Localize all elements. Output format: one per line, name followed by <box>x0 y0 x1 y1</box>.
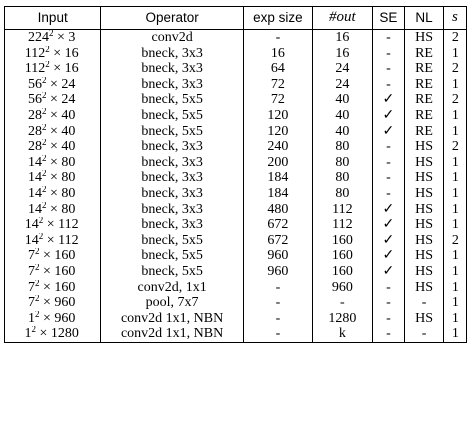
cell-input <box>5 92 101 108</box>
input-base: 7 <box>27 279 35 295</box>
table-row <box>5 124 467 140</box>
input-base: 1 <box>27 310 35 326</box>
cell-input <box>5 217 101 233</box>
cell-s: 1 <box>443 202 466 218</box>
cell-input <box>5 280 101 296</box>
cell-operator: bneck, 3x3 <box>101 202 243 218</box>
cell-input <box>5 186 101 202</box>
table-row <box>5 326 467 342</box>
input-base: 7 <box>27 263 35 279</box>
table-row <box>5 77 467 93</box>
input-rest: × 16 <box>49 61 79 77</box>
input-base: 56 <box>27 76 42 92</box>
input-exponent: 2 <box>41 123 47 132</box>
cell-input <box>5 61 101 77</box>
input-exponent: 2 <box>41 76 47 85</box>
cell-se: ✓ <box>372 217 404 233</box>
input-rest: × 16 <box>49 45 79 61</box>
cell-exp-size: 672 <box>243 217 312 233</box>
input-rest: × 80 <box>46 201 76 217</box>
input-rest: × 80 <box>46 170 76 186</box>
input-base: 7 <box>27 295 35 311</box>
cell-nl: HS <box>405 233 444 249</box>
cell-input <box>5 233 101 249</box>
table-row <box>5 264 467 280</box>
input-rest: × 160 <box>39 248 76 264</box>
input-base: 28 <box>27 107 42 123</box>
input-exponent: 2 <box>41 170 47 179</box>
cell-nl: HS <box>405 202 444 218</box>
cell-s: 1 <box>443 311 466 327</box>
cell-se: ✓ <box>372 124 404 140</box>
cell-exp-size: 200 <box>243 155 312 171</box>
input-exponent: 2 <box>48 29 54 38</box>
cell-nl: HS <box>405 155 444 171</box>
input-exponent: 2 <box>34 295 40 304</box>
cell-exp-size: - <box>243 280 312 296</box>
cell-operator: bneck, 5x5 <box>101 108 243 124</box>
input-rest: × 80 <box>46 154 76 170</box>
cell-se: - <box>372 170 404 186</box>
cell-nl: HS <box>405 30 444 46</box>
input-base: 14 <box>27 185 42 201</box>
cell-out: 40 <box>312 124 372 140</box>
cell-nl: HS <box>405 170 444 186</box>
cell-se: ✓ <box>372 248 404 264</box>
cell-s: 1 <box>443 217 466 233</box>
cell-nl: HS <box>405 264 444 280</box>
cell-input <box>5 202 101 218</box>
cell-se: - <box>372 295 404 311</box>
cell-se: - <box>372 155 404 171</box>
cell-out: 160 <box>312 248 372 264</box>
input-rest: × 160 <box>39 279 76 295</box>
cell-input <box>5 108 101 124</box>
cell-s: 2 <box>443 233 466 249</box>
architecture-table <box>4 6 467 343</box>
cell-input <box>5 295 101 311</box>
cell-se: ✓ <box>372 202 404 218</box>
cell-operator: bneck, 3x3 <box>101 61 243 77</box>
cell-exp-size: 960 <box>243 264 312 280</box>
input-exponent: 2 <box>34 263 40 272</box>
cell-se: - <box>372 30 404 46</box>
cell-operator: bneck, 3x3 <box>101 46 243 62</box>
cell-s: 1 <box>443 155 466 171</box>
cell-se: ✓ <box>372 92 404 108</box>
cell-operator: bneck, 5x5 <box>101 248 243 264</box>
cell-se: - <box>372 139 404 155</box>
cell-s: 1 <box>443 170 466 186</box>
cell-nl: RE <box>405 124 444 140</box>
cell-nl: - <box>405 295 444 311</box>
input-rest: × 40 <box>46 139 76 155</box>
table-row <box>5 248 467 264</box>
cell-se: ✓ <box>372 264 404 280</box>
cell-exp-size: 672 <box>243 233 312 249</box>
cell-out: 1280 <box>312 311 372 327</box>
cell-operator: conv2d 1x1, NBN <box>101 311 243 327</box>
table-row <box>5 295 467 311</box>
input-exponent: 2 <box>45 45 50 54</box>
cell-out: 16 <box>312 46 372 62</box>
cell-nl: RE <box>405 108 444 124</box>
cell-exp-size: 120 <box>243 108 312 124</box>
header-input: Input <box>5 7 101 30</box>
table-row <box>5 311 467 327</box>
input-exponent: 2 <box>34 279 40 288</box>
input-rest: × 112 <box>43 232 79 248</box>
cell-input <box>5 264 101 280</box>
cell-s: 1 <box>443 77 466 93</box>
cell-se: - <box>372 61 404 77</box>
cell-s: 2 <box>443 92 466 108</box>
cell-input <box>5 326 101 342</box>
header-nl: NL <box>405 7 444 30</box>
cell-operator: conv2d <box>101 30 243 46</box>
cell-operator: bneck, 3x3 <box>101 77 243 93</box>
cell-operator: bneck, 3x3 <box>101 186 243 202</box>
input-exponent: 2 <box>41 185 47 194</box>
cell-exp-size: 72 <box>243 92 312 108</box>
table-row <box>5 233 467 249</box>
cell-exp-size: - <box>243 30 312 46</box>
input-rest: × 3 <box>53 30 76 45</box>
header-out: #out <box>312 7 372 30</box>
input-base: 224 <box>27 30 49 45</box>
cell-exp-size: 120 <box>243 124 312 140</box>
cell-nl: HS <box>405 186 444 202</box>
input-base: 14 <box>27 201 42 217</box>
table-row <box>5 170 467 186</box>
input-rest: × 112 <box>43 217 79 233</box>
cell-s: 1 <box>443 108 466 124</box>
input-rest: × 40 <box>46 107 76 123</box>
cell-input <box>5 46 101 62</box>
cell-out: 40 <box>312 92 372 108</box>
cell-out: 112 <box>312 202 372 218</box>
input-rest: × 80 <box>46 185 76 201</box>
cell-input <box>5 155 101 171</box>
header-row <box>5 7 467 30</box>
input-base: 112 <box>24 45 46 61</box>
cell-nl: RE <box>405 92 444 108</box>
cell-operator: bneck, 3x3 <box>101 170 243 186</box>
table-row <box>5 92 467 108</box>
input-rest: × 160 <box>39 263 76 279</box>
cell-s: 2 <box>443 30 466 46</box>
cell-s: 2 <box>443 139 466 155</box>
input-base: 14 <box>24 232 39 248</box>
cell-exp-size: 64 <box>243 61 312 77</box>
table-row <box>5 108 467 124</box>
cell-exp-size: 184 <box>243 186 312 202</box>
cell-operator: bneck, 5x5 <box>101 233 243 249</box>
header-operator: Operator <box>101 7 243 30</box>
input-exponent: 2 <box>31 326 36 335</box>
cell-out: 40 <box>312 108 372 124</box>
input-rest: × 960 <box>39 295 76 311</box>
cell-nl: - <box>405 326 444 342</box>
cell-exp-size: - <box>243 311 312 327</box>
input-base: 7 <box>27 248 35 264</box>
input-rest: × 1280 <box>35 326 79 342</box>
cell-operator: pool, 7x7 <box>101 295 243 311</box>
cell-se: - <box>372 186 404 202</box>
cell-nl: RE <box>405 46 444 62</box>
cell-out: 16 <box>312 30 372 46</box>
cell-exp-size: 16 <box>243 46 312 62</box>
table-body <box>5 30 467 343</box>
cell-se: - <box>372 280 404 296</box>
cell-se: - <box>372 326 404 342</box>
cell-se: - <box>372 46 404 62</box>
cell-input <box>5 139 101 155</box>
cell-exp-size: 240 <box>243 139 312 155</box>
cell-exp-size: - <box>243 326 312 342</box>
input-rest: × 24 <box>46 92 76 108</box>
cell-s: 1 <box>443 295 466 311</box>
cell-s: 1 <box>443 186 466 202</box>
cell-out: k <box>312 326 372 342</box>
cell-nl: RE <box>405 77 444 93</box>
cell-nl: HS <box>405 139 444 155</box>
input-base: 14 <box>27 170 42 186</box>
cell-operator: bneck, 3x3 <box>101 217 243 233</box>
cell-se: - <box>372 311 404 327</box>
cell-se: - <box>372 77 404 93</box>
cell-se: ✓ <box>372 108 404 124</box>
cell-operator: bneck, 5x5 <box>101 124 243 140</box>
cell-out: 160 <box>312 264 372 280</box>
input-base: 14 <box>27 154 42 170</box>
input-exponent: 2 <box>38 217 44 226</box>
cell-out: 24 <box>312 77 372 93</box>
cell-input <box>5 170 101 186</box>
cell-operator: bneck, 3x3 <box>101 155 243 171</box>
table-row <box>5 155 467 171</box>
input-base: 14 <box>24 217 39 233</box>
input-rest: × 24 <box>46 76 76 92</box>
cell-operator: bneck, 3x3 <box>101 139 243 155</box>
cell-s: 1 <box>443 248 466 264</box>
cell-s: 2 <box>443 61 466 77</box>
input-base: 56 <box>27 92 42 108</box>
input-exponent: 2 <box>41 139 47 148</box>
table-row <box>5 186 467 202</box>
table-row <box>5 30 467 46</box>
input-exponent: 2 <box>41 92 47 101</box>
architecture-table-container <box>4 6 467 343</box>
cell-nl: HS <box>405 280 444 296</box>
cell-nl: HS <box>405 217 444 233</box>
cell-s: 1 <box>443 264 466 280</box>
cell-s: 1 <box>443 280 466 296</box>
cell-input <box>5 248 101 264</box>
cell-operator: conv2d, 1x1 <box>101 280 243 296</box>
cell-exp-size: - <box>243 295 312 311</box>
input-base: 112 <box>24 61 46 77</box>
cell-s: 1 <box>443 326 466 342</box>
cell-input <box>5 311 101 327</box>
input-rest: × 40 <box>46 123 76 139</box>
table-row <box>5 61 467 77</box>
cell-out: 80 <box>312 139 372 155</box>
cell-out: - <box>312 295 372 311</box>
cell-out: 24 <box>312 61 372 77</box>
cell-s: 1 <box>443 124 466 140</box>
cell-out: 80 <box>312 155 372 171</box>
cell-se: ✓ <box>372 233 404 249</box>
cell-s: 1 <box>443 46 466 62</box>
cell-operator: conv2d 1x1, NBN <box>101 326 243 342</box>
cell-operator: bneck, 5x5 <box>101 92 243 108</box>
input-exponent: 2 <box>41 201 47 210</box>
cell-nl: HS <box>405 311 444 327</box>
input-exponent: 2 <box>38 232 44 241</box>
cell-out: 112 <box>312 217 372 233</box>
input-exponent: 2 <box>41 154 47 163</box>
table-row <box>5 139 467 155</box>
cell-out: 80 <box>312 170 372 186</box>
input-base: 1 <box>24 326 32 342</box>
input-base: 28 <box>27 139 42 155</box>
cell-nl: RE <box>405 61 444 77</box>
input-exponent: 2 <box>45 61 50 70</box>
header-se: SE <box>372 7 404 30</box>
table-row <box>5 280 467 296</box>
cell-input <box>5 124 101 140</box>
cell-exp-size: 72 <box>243 77 312 93</box>
input-base: 28 <box>27 123 42 139</box>
cell-out: 160 <box>312 233 372 249</box>
header-exp-size: exp size <box>243 7 312 30</box>
header-s: s <box>443 7 466 30</box>
input-exponent: 2 <box>41 107 47 116</box>
cell-out: 960 <box>312 280 372 296</box>
cell-exp-size: 184 <box>243 170 312 186</box>
cell-input <box>5 77 101 93</box>
cell-nl: HS <box>405 248 444 264</box>
cell-exp-size: 960 <box>243 248 312 264</box>
cell-input <box>5 30 101 46</box>
input-rest: × 960 <box>39 310 76 326</box>
cell-out: 80 <box>312 186 372 202</box>
input-exponent: 2 <box>34 248 40 257</box>
cell-operator: bneck, 5x5 <box>101 264 243 280</box>
input-exponent: 2 <box>34 310 40 319</box>
table-row <box>5 46 467 62</box>
table-row <box>5 217 467 233</box>
table-row <box>5 202 467 218</box>
cell-exp-size: 480 <box>243 202 312 218</box>
